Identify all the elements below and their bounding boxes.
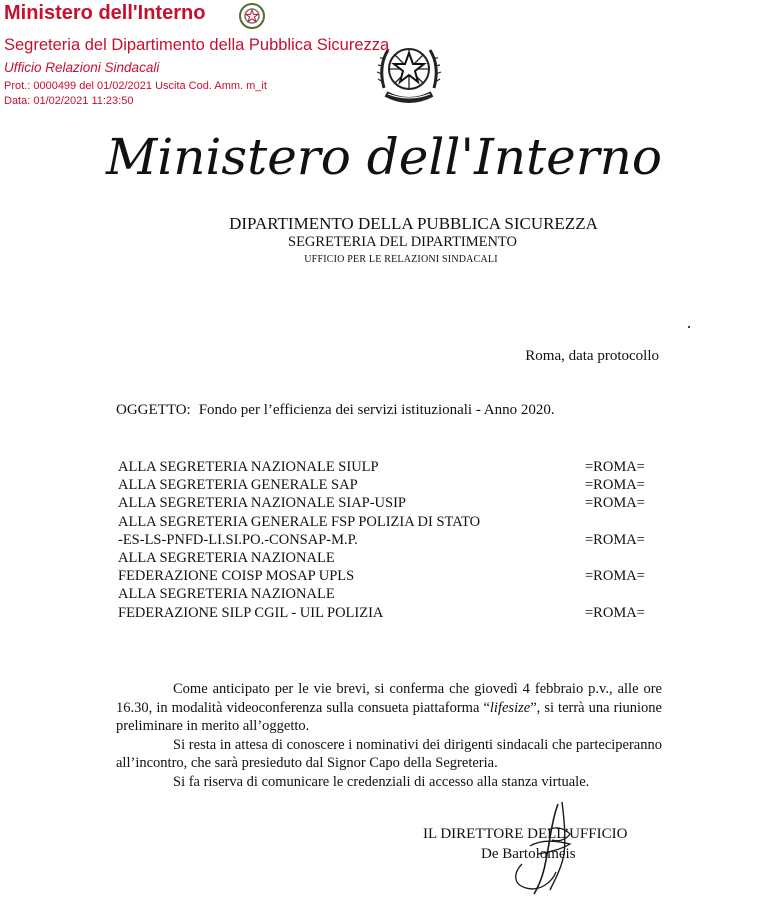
recipient-row [118, 531, 678, 549]
recipient-row [118, 567, 678, 585]
recipient-row [118, 513, 678, 531]
letter-body [116, 680, 662, 791]
stamp-protocol-number: Prot.: 0000499 del 01/02/2021 Uscita Cod. Amm. m_it [4, 80, 267, 92]
recipient-name: FEDERAZIONE SILP CGIL - UIL POLIZIA [118, 604, 384, 621]
stray-dot [688, 326, 690, 328]
recipient-row [118, 458, 678, 476]
recipient-name: ALLA SEGRETERIA GENERALE SAP [118, 477, 358, 494]
signatory-role: IL DIRETTORE DELL’UFFICIO [423, 826, 628, 842]
letterhead-department: DIPARTIMENTO DELLA PUBBLICA SICUREZZA [229, 214, 598, 233]
recipient-name: ALLA SEGRETERIA NAZIONALE [118, 586, 335, 603]
stamp-date: Data: 01/02/2021 11:23:50 [4, 95, 134, 107]
stamp-department: Segreteria del Dipartimento della Pubblica Sicurezza [4, 36, 390, 54]
recipient-row [118, 549, 678, 567]
recipient-name: -ES-LS-PNFD-LI.SI.PO.-CONSAP-M.P. [118, 531, 358, 548]
handwritten-signature [500, 800, 590, 897]
subject-label: OGGETTO: [116, 402, 191, 418]
signatory-name: De Bartolomeis [481, 846, 576, 862]
letterhead-office: UFFICIO PER LE RELAZIONI SINDACALI [304, 254, 498, 265]
recipient-destination: =ROMA= [585, 477, 645, 494]
body-paragraph-1 [116, 680, 662, 736]
recipient-row [118, 494, 678, 512]
recipients-list [118, 458, 678, 622]
letterhead-secretariat: SEGRETERIA DEL DIPARTIMENTO [288, 234, 517, 250]
republic-emblem-small-icon [238, 2, 266, 30]
recipient-row [118, 585, 678, 603]
recipient-row [118, 604, 678, 622]
place-date: Roma, data protocollo [525, 348, 659, 364]
recipient-destination: =ROMA= [585, 459, 645, 475]
recipient-row [118, 476, 678, 494]
ministry-script-title [98, 112, 670, 198]
recipient-destination: =ROMA= [585, 495, 645, 512]
recipient-destination: =ROMA= [585, 531, 645, 548]
body-p1-text: Come anticipato per le vie brevi, si conferma che giovedì 4 febbraio p.v., alle ore 16.30, in modalità videoconferenza sulla consueta piattaforma “ [116, 681, 662, 716]
body-p1-text-end: ”, si terrà una riunione preliminare in merito all’oggetto. [116, 699, 662, 734]
republic-seal-icon [374, 36, 444, 108]
recipient-name: ALLA SEGRETERIA GENERALE FSP POLIZIA DI STATO [118, 513, 481, 530]
recipient-destination: =ROMA= [585, 604, 645, 621]
subject-line [116, 402, 555, 419]
ministry-script-title-text: Ministero dell'Interno [104, 128, 662, 186]
body-paragraph-2: Si resta in attesa di conoscere i nominativi dei dirigenti sindacali che parteciperanno all’incontro, che sarà presieduto dal Signor Capo della Segreteria. [116, 736, 662, 771]
stamp-office: Ufficio Relazioni Sindacali [4, 60, 160, 75]
recipient-name: FEDERAZIONE COISP MOSAP UPLS [118, 568, 355, 585]
recipient-name: ALLA SEGRETERIA NAZIONALE SIAP-USIP [118, 495, 406, 512]
recipient-destination: =ROMA= [585, 568, 645, 585]
recipient-name: ALLA SEGRETERIA NAZIONALE SIULP [118, 459, 379, 475]
stamp-ministry-title: Ministero dell'Interno [4, 2, 206, 24]
subject-text: Fondo per l’efficienza dei servizi istituzionali - Anno 2020. [198, 402, 555, 418]
recipient-name: ALLA SEGRETERIA NAZIONALE [118, 549, 335, 566]
body-paragraph-3: Si fa riserva di comunicare le credenziali di accesso alla stanza virtuale. [173, 773, 590, 790]
platform-name: lifesize [489, 699, 531, 716]
